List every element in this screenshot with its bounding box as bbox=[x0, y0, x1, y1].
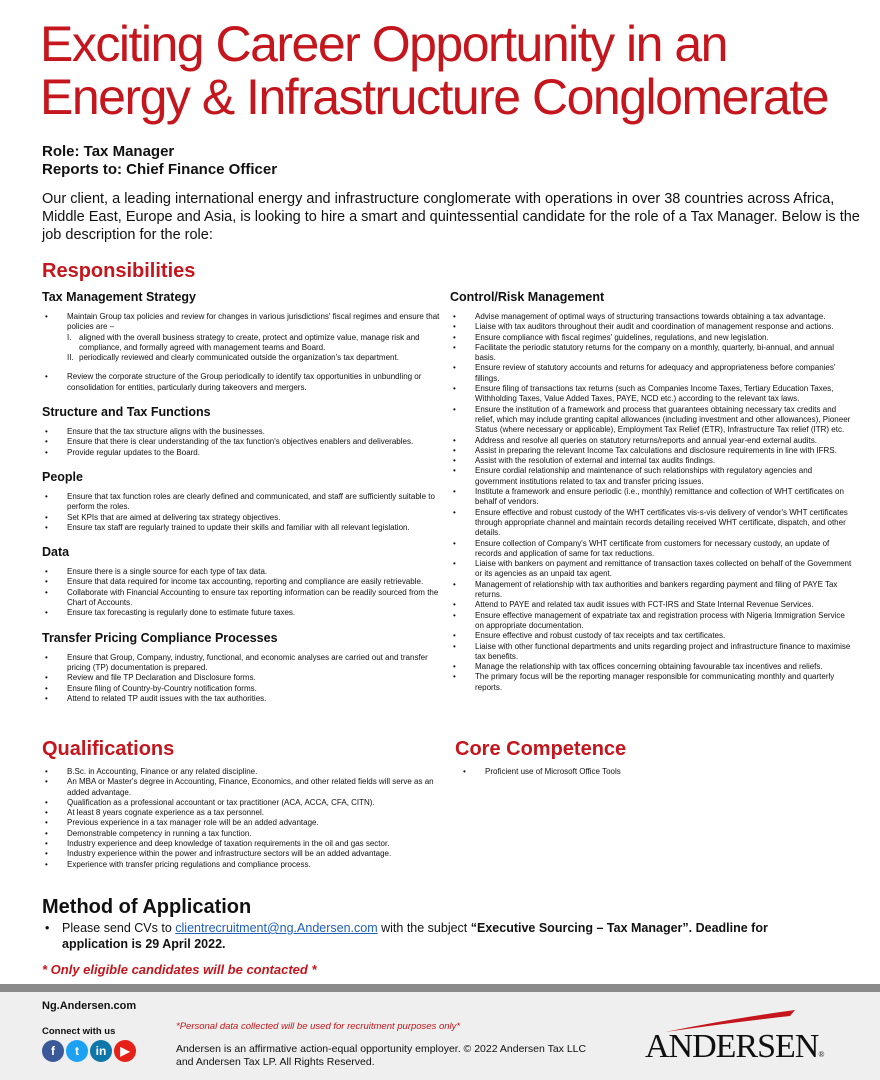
list-item: • Address and resolve all queries on statutory returns/reports and annual year-end external audits. bbox=[450, 436, 855, 446]
list-item: • Ensure effective and robust custody of the WHT certificates vis-s-vis delivery of vendor's WHT certificates through appropriate channel and maintain records detailing received WHT certificate, dispatch, and other details. bbox=[450, 508, 855, 539]
people-list bbox=[42, 492, 442, 533]
website-link[interactable]: Ng.Andersen.com bbox=[42, 1000, 137, 1012]
list-item: • Ensure that Group, Company, industry, functional, and economic analyses are carried out and transfer pricing (TP) documentation is prepared. bbox=[42, 653, 442, 674]
list-item: • Attend to related TP audit issues with the tax authorities. bbox=[42, 694, 442, 704]
list-item: • Ensure that tax function roles are clearly defined and communicated, and staff are sufficiently suitable to perform the roles. bbox=[42, 492, 442, 513]
tp-heading: Transfer Pricing Compliance Processes bbox=[42, 630, 278, 645]
list-item: • Demonstrable competency in running a tax function. bbox=[42, 829, 442, 839]
core-list bbox=[460, 767, 860, 777]
privacy-note: *Personal data collected will be used for recruitment purposes only* bbox=[176, 1021, 461, 1032]
list-item: • Ensure that the tax structure aligns with the businesses. bbox=[42, 427, 442, 437]
list-item: • Set KPIs that are aimed at delivering tax strategy objectives. bbox=[42, 513, 442, 523]
list-item: • Ensure effective and robust custody of tax receipts and tax certificates. bbox=[450, 631, 855, 641]
sub-list-item: I. aligned with the overall business strategy to create, protect and optimize value, manage risk and compliance, and formally agreed with management teams and Board. bbox=[67, 332, 420, 352]
responsibilities-heading: Responsibilities bbox=[42, 260, 196, 282]
core-competence-heading: Core Competence bbox=[455, 738, 627, 760]
list-item: • Management of relationship with tax authorities and bankers regarding payment and filing of PAYE Tax returns. bbox=[450, 580, 855, 601]
facebook-icon[interactable]: f bbox=[42, 1040, 64, 1062]
list-item: • Ensure filing of Country-by-Country notification forms. bbox=[42, 684, 442, 694]
list-item: • Assist with the resolution of external and internal tax audits findings. bbox=[450, 456, 855, 466]
intro-paragraph: Our client, a leading international energy and infrastructure conglomerate with operations in over 38 countries across Africa, Middle East, Europe and Asia, is looking to hire a smart and quintessential candidate for the role of a Tax Manager. Below is the job description for the role: bbox=[42, 191, 860, 243]
qualifications-section bbox=[42, 767, 442, 870]
list-item: • Collaborate with Financial Accounting to ensure tax reporting information can be readily sourced from the Chart of Accounts. bbox=[42, 588, 442, 609]
list-item: • Ensure collection of Company's WHT certificate from customers for necessary custody, an update of records and application of same for tax reductions. bbox=[450, 539, 855, 560]
list-item: • Liaise with other functional departments and units regarding project and infrastructure finance to maximise tax benefits. bbox=[450, 642, 855, 663]
qualifications-heading: Qualifications bbox=[42, 738, 175, 760]
method-text: • Please send CVs to clientrecruitment@ng.Andersen.com with the subject “Executive Sourcing – Tax Manager”. Deadline for application is 29 April 2022. bbox=[42, 920, 832, 952]
list-item: • Ensure filing of transactions tax returns (such as Companies Income Taxes, Tertiary Education Taxes, Withholding Taxes, Value Added Taxes, PAYE, NCD etc.) according to the relevant tax laws. bbox=[450, 384, 855, 405]
footer-divider bbox=[0, 984, 880, 992]
andersen-logo bbox=[645, 1010, 855, 1065]
list-item: • Proficient use of Microsoft Office Tools bbox=[460, 767, 860, 777]
list-item: • At least 8 years cognate experience as a tax personnel. bbox=[42, 808, 442, 818]
linkedin-icon[interactable]: in bbox=[90, 1040, 112, 1062]
list-item: • Ensure that there is clear understanding of the tax function's objectives enablers and deliverables. bbox=[42, 437, 442, 447]
control-list bbox=[450, 312, 855, 693]
data-heading: Data bbox=[42, 545, 70, 560]
page-title: Exciting Career Opportunity in an Energy & Infrastructure Conglomerate bbox=[40, 16, 829, 125]
eligibility-note: * Only eligible candidates will be contacted * bbox=[42, 962, 317, 977]
youtube-icon[interactable]: ▶ bbox=[114, 1040, 136, 1062]
list-item: • Ensure the institution of a framework and process that guarantees obtaining necessary tax credits and relief, which may include granting capital allowances (including investment and other allowances), Pioneer Status (where necessary or applicable), Employment Tax Relief (ETR), Infrastructure Tax relief (ITR) etc. bbox=[450, 405, 855, 436]
structure-heading: Structure and Tax Functions bbox=[42, 405, 211, 420]
list-item: • B.Sc. in Accounting, Finance or any related discipline. bbox=[42, 767, 442, 777]
tax-strategy-list bbox=[42, 312, 442, 393]
list-item: • Assist in preparing the relevant Income Tax calculations and disclosure requirements in line with IFRS. bbox=[450, 446, 855, 456]
tax-strategy-heading: Tax Management Strategy bbox=[42, 290, 196, 304]
list-item: • Facilitate the periodic statutory returns for the company on a monthly, quarterly, bi-annual, and annual basis. bbox=[450, 343, 855, 364]
list-item: • Maintain Group tax policies and review for changes in various jurisdictions' fiscal regimes and ensure that policies are – I. aligned with the overall business strategy to create, protect and optimize value, manage risk and compliance, and formally agreed with management teams and Board. II. periodically reviewed and clearly communicated outside the organization's tax department. bbox=[42, 312, 442, 363]
list-item: • Industry experience and deep knowledge of taxation requirements in the oil and gas sector. bbox=[42, 839, 442, 849]
role-info: Role: Tax Manager Reports to: Chief Finance Officer bbox=[42, 143, 278, 178]
sub-list bbox=[67, 333, 442, 364]
tp-list bbox=[42, 653, 442, 704]
list-item: • Provide regular updates to the Board. bbox=[42, 448, 442, 458]
right-column bbox=[450, 282, 855, 693]
people-heading: People bbox=[42, 469, 83, 484]
list-item: • Advise management of optimal ways of structuring transactions towards obtaining a tax advantage. bbox=[450, 312, 855, 322]
list-item: • An MBA or Master's degree in Accounting, Finance, Economics, and other related fields will serve as an added advantage. bbox=[42, 777, 442, 798]
list-item: • Ensure review of statutory accounts and returns for adequacy and appropriateness before companies' fillings. bbox=[450, 363, 855, 384]
list-item: • Ensure there is a single source for each type of tax data. bbox=[42, 567, 442, 577]
list-item: • Industry experience within the power and infrastructure sectors will be an added advantage. bbox=[42, 849, 442, 859]
email-link[interactable]: clientrecruitment@ng.Andersen.com bbox=[175, 921, 378, 935]
list-item: • Ensure that data required for income tax accounting, reporting and compliance are easily retrievable. bbox=[42, 577, 442, 587]
list-item: • The primary focus will be the reporting manager responsible for communicating monthly and quarterly reports. bbox=[450, 672, 855, 693]
list-item: • Previous experience in a tax manager role will be an added advantage. bbox=[42, 818, 442, 828]
sub-list-item: II. periodically reviewed and clearly communicated outside the organization's tax department. bbox=[67, 353, 399, 363]
list-item: • Review and file TP Declaration and Disclosure forms. bbox=[42, 673, 442, 683]
list-item: • Liaise with tax auditors throughout their audit and coordination of management response and actions. bbox=[450, 322, 855, 332]
list-item: • Ensure cordial relationship and maintenance of such relationships with regulatory agencies and government institutions related to tax and transfer pricing issues. bbox=[450, 466, 855, 487]
list-item: • Liaise with bankers on payment and remittance of transaction taxes collected on behalf of the Government or its agencies as an unpaid tax agent. bbox=[450, 559, 855, 580]
qualifications-list bbox=[42, 767, 442, 870]
list-item: • Manage the relationship with tax offices concerning obtaining favourable tax incentives and reliefs. bbox=[450, 662, 855, 672]
list-item: • Qualification as a professional accountant or tax practitioner (ACA, ACCA, CFA, CITN). bbox=[42, 798, 442, 808]
list-item: • Ensure effective management of expatriate tax and registration process with Nigeria Immigration Service on appropriate documentation. bbox=[450, 611, 855, 632]
structure-list bbox=[42, 427, 442, 458]
method-heading: Method of Application bbox=[42, 896, 252, 918]
list-item: • Attend to PAYE and related tax audit issues with FCT-IRS and State Internal Revenue Services. bbox=[450, 600, 855, 610]
control-heading: Control/Risk Management bbox=[450, 290, 605, 304]
logo-text: ANDERSEN® bbox=[645, 1028, 824, 1065]
legal-note: Andersen is an affirmative action-equal opportunity employer. © 2022 Andersen Tax LLC and Andersen Tax LP. All Rights Reserved. bbox=[176, 1043, 587, 1068]
core-competence-section bbox=[460, 767, 860, 777]
list-item: • Experience with transfer pricing regulations and compliance process. bbox=[42, 860, 442, 870]
list-item: • Institute a framework and ensure periodic (i.e., monthly) remittance and collection of WHT certificates on behalf of vendors. bbox=[450, 487, 855, 508]
social-icons bbox=[42, 1040, 136, 1062]
list-item: • Ensure tax staff are regularly trained to update their skills and familiar with all relevant legislation. bbox=[42, 523, 442, 533]
list-item: • Ensure compliance with fiscal regimes' guidelines, regulations, and new legislation. bbox=[450, 333, 855, 343]
data-list bbox=[42, 567, 442, 618]
twitter-icon[interactable]: t bbox=[66, 1040, 88, 1062]
connect-label: Connect with us bbox=[42, 1026, 116, 1037]
left-column bbox=[42, 282, 442, 704]
list-item: • Review the corporate structure of the Group periodically to identify tax opportunities in unbundling or consolidation for entities, particularly during takeovers and mergers. bbox=[42, 372, 442, 393]
list-item: • Ensure tax forecasting is regularly done to estimate future taxes. bbox=[42, 608, 442, 618]
